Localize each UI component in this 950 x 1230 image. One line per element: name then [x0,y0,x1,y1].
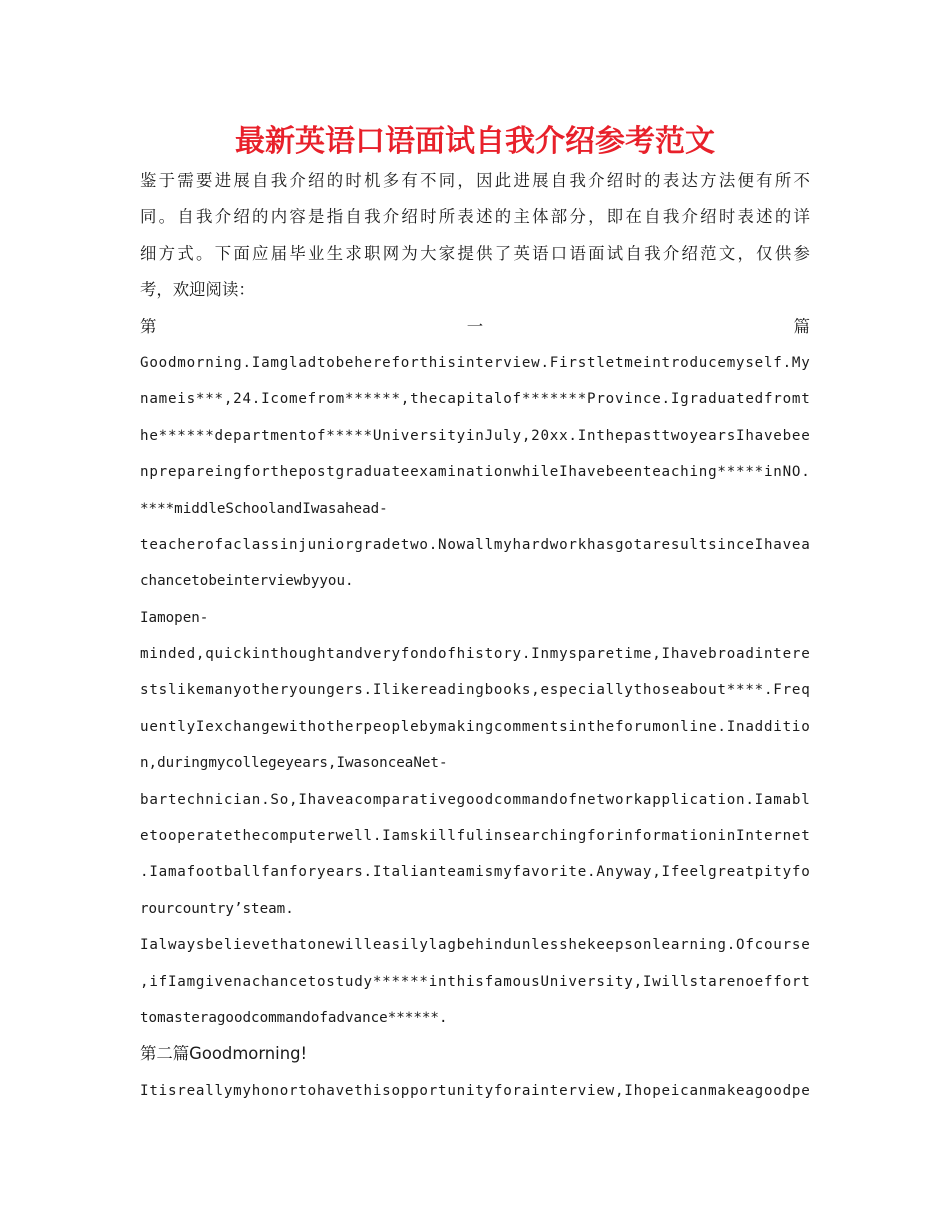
text-line: . I a m a f o o t b a l l f a n f o r y e a r s . I t a l i a n t e a m i s m y f a v o r i t e . A n y w a y , I f e e l g r e a t p i t y f o [140,864,810,881]
text-line: tomasteragoodcommandofadvance******. [140,1009,448,1026]
text-line: n a m e i s * * * , 2 4 . I c o m e f r o m * * * * * * , t h e c a p i t a l o f * * * * * * * P r o v i n c e . I g r a d u a t e d f r o m t [140,391,810,408]
text-line: 同 。 自 我 介 绍 的 内 容 是 指 自 我 介 绍 时 所 表 述 的 主 体 部 分 ， 即 在 自 我 介 绍 时 表 述 的 详 [140,207,810,227]
text-line: n p r e p a r e i n g f o r t h e p o s t g r a d u a t e e x a m i n a t i o n w h i l e I h a v e b e e n t e a c h i n g * * * * * i n N O . [140,464,810,481]
text-line: chancetobeinterviewbyyou. [140,573,354,590]
spread-char: 第 [140,316,157,336]
text-line: b a r t e c h n i c i a n . S o , I h a v e a c o m p a r a t i v e g o o d c o m m a n d o f n e t w o r k a p p l i c a t i o n . I a m a b l [140,791,810,808]
text-line: m i n d e d , q u i c k i n t h o u g h t a n d v e r y f o n d o f h i s t o r y . I n m y s p a r e t i m e , I h a v e b r o a d i n t e r e [140,646,810,663]
text-line: , i f I a m g i v e n a c h a n c e t o s t u d y * * * * * * i n t h i s f a m o u s U n i v e r s i t y , I w i l l s t a r e n o e f f o r t [140,973,810,990]
document-body [140,163,810,1109]
text-line: 考，欢迎阅读： [140,280,255,300]
text-line: ****middleSchoolandIwasahead- [140,500,388,517]
spread-char: 一 [466,316,484,336]
text-line: n,duringmycollegeyears,IwasonceaNet- [140,755,448,772]
text-line: I t i s r e a l l y m y h o n o r t o h a v e t h i s o p p o r t u n i t y f o r a i n t e r v i e w , I h o p e i c a n m a k e a g o o d p e [140,1082,810,1099]
text-line: u e n t l y I e x c h a n g e w i t h o t h e r p e o p l e b y m a k i n g c o m m e n t s i n t h e f o r u m o n l i n e . I n a d d i t i o [140,718,810,735]
text-line: Iamopen- [140,609,209,626]
text-line: rourcountry’steam. [140,900,294,917]
text-line: s t s l i k e m a n y o t h e r y o u n g e r s . I l i k e r e a d i n g b o o k s , e s p e c i a l l y t h o s e a b o u t * * * * . F r e q [140,682,810,699]
document-title: 最新英语口语面试自我介绍参考范文 [235,124,715,159]
text-line: 细 方 式 。 下 面 应 届 毕 业 生 求 职 网 为 大 家 提 供 了 英 语 口 语 面 试 自 我 介 绍 范 文 ， 仅 供 参 [140,243,810,263]
text-line: e t o o p e r a t e t h e c o m p u t e r w e l l . I a m s k i l l f u l i n s e a r c h i n g f o r i n f o r m a t i o n i n I n t e r n e t [140,828,810,845]
text-line: t e a c h e r o f a c l a s s i n j u n i o r g r a d e t w o . N o w a l l m y h a r d w o r k h a s g o t a r e s u l t s i n c e I h a v e a [140,536,810,553]
spread-char: 篇 [793,316,810,336]
text-line: I a l w a y s b e l i e v e t h a t o n e w i l l e a s i l y l a g b e h i n d u n l e s s h e k e e p s o n l e a r n i n g . O f c o u r s e [140,937,810,954]
text-line: G o o d m o r n i n g . I a m g l a d t o b e h e r e f o r t h i s i n t e r v i e w . F i r s t l e t m e i n t r o d u c e m y s e l f . M y [140,354,810,371]
text-line [140,309,810,345]
text-line: h e * * * * * * d e p a r t m e n t o f * * * * * U n i v e r s i t y i n J u l y , 2 0 x x . I n t h e p a s t t w o y e a r s I h a v e b e e [140,427,810,444]
text-line: 鉴 于 需 要 进 展 自 我 介 绍 的 时 机 多 有 不 同 ， 因 此 进 展 自 我 介 绍 时 的 表 达 方 法 便 有 所 不 [140,171,810,190]
text-line: 第二篇Goodmorning! [140,1044,308,1064]
